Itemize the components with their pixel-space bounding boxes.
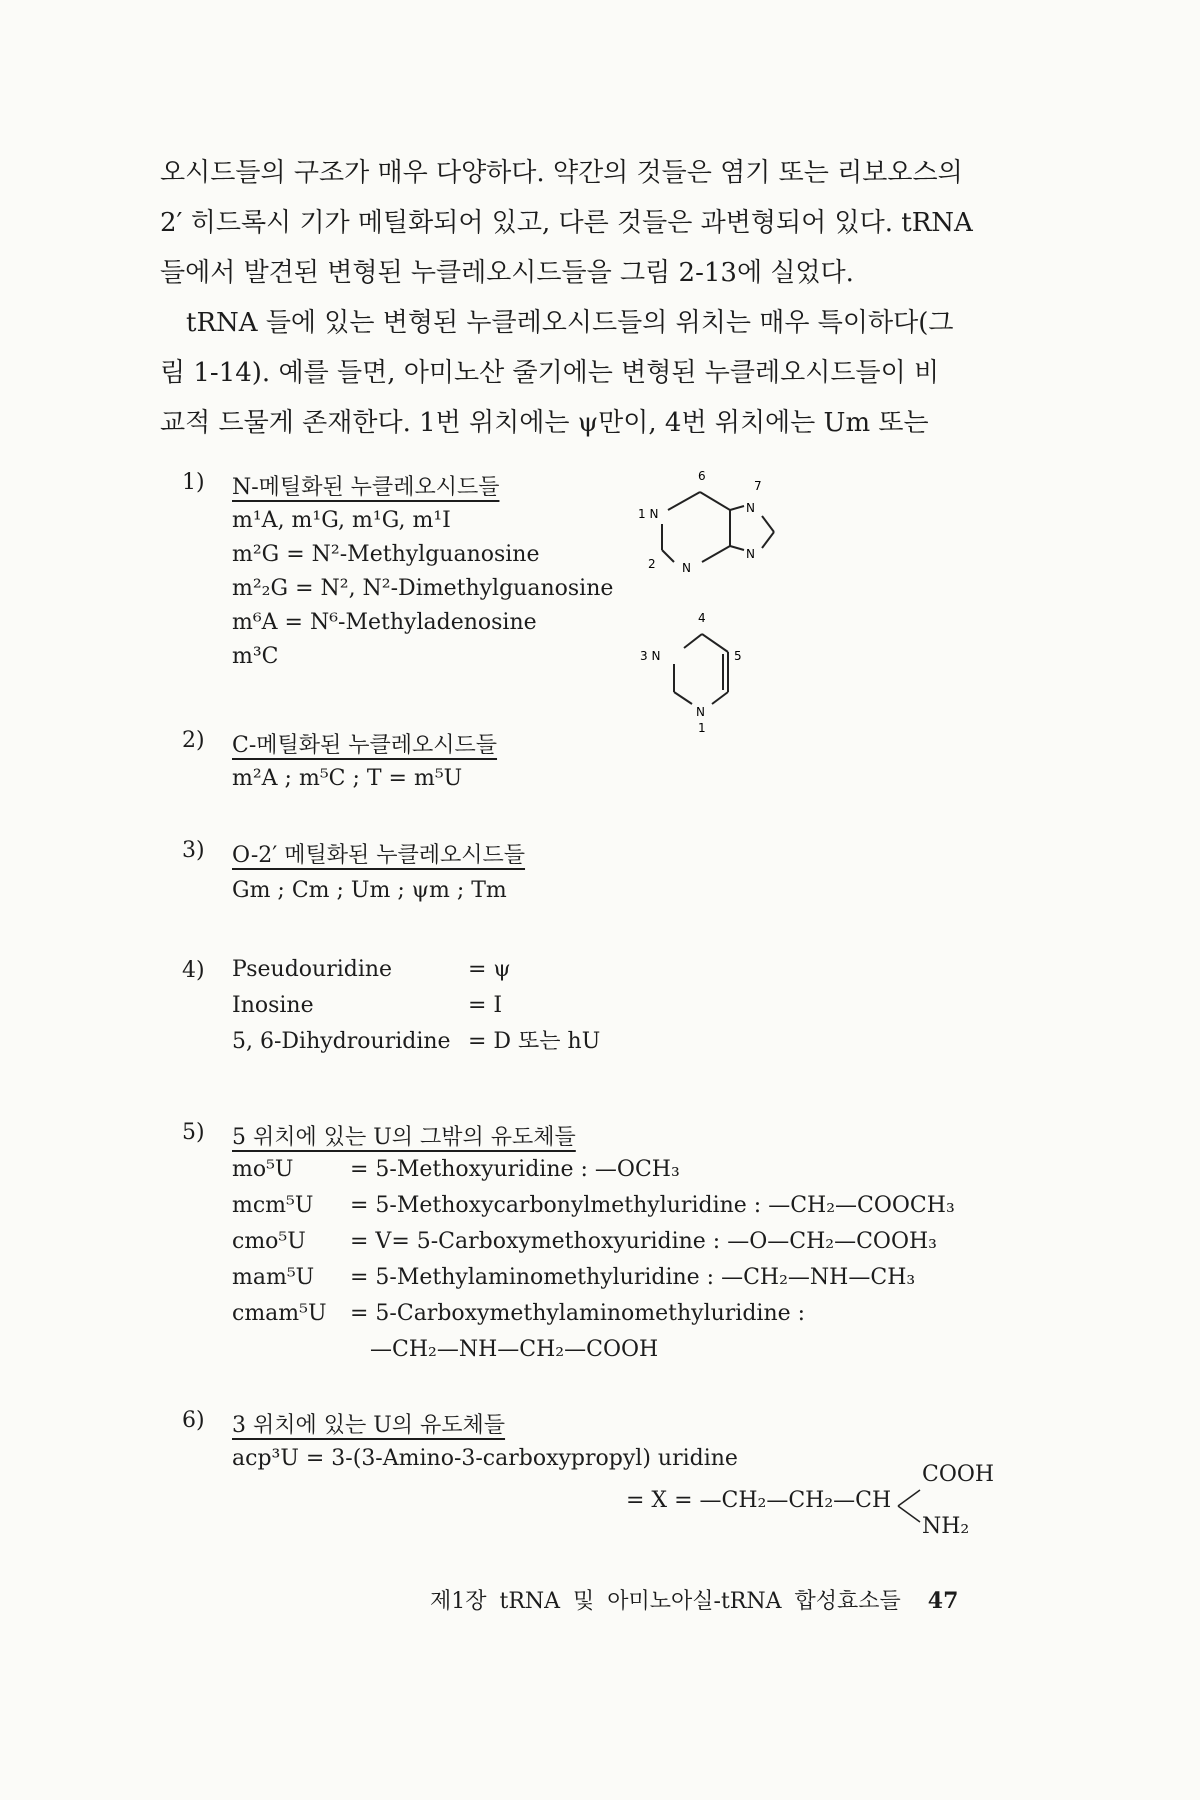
nucleoside-symbol: = D 또는 hU	[468, 1029, 601, 1054]
atom-label: N	[696, 705, 705, 719]
atom-label: 5	[734, 649, 742, 663]
section-number: 6)	[182, 1408, 205, 1433]
paragraph-1	[160, 148, 1010, 298]
line: acp³U = 3-(3-Amino-3-carboxypropyl) uridine	[232, 1446, 738, 1471]
line: m⁶A = N⁶-Methyladenosine	[232, 610, 537, 635]
text-line: 들에서 발견된 변형된 누클레오시드들을 그림 2-13에 실었다.	[160, 258, 854, 288]
text-line: 교적 드물게 존재한다. 1번 위치에는 ψ만이, 4번 위치에는 Um 또는	[160, 408, 929, 438]
line: m³C	[232, 644, 279, 669]
section-lines	[232, 762, 462, 796]
atom-label: N	[746, 501, 755, 515]
section-number: 1)	[182, 470, 205, 495]
text-line: 2′ 히드록시 기가 메틸화되어 있고, 다른 것들은 과변형되어 있다. tRNA	[160, 208, 973, 238]
derivative-definition: = 5-Carboxymethylaminomethyluridine :	[350, 1301, 806, 1326]
section-heading: 5 위치에 있는 U의 그밖의 유도체들	[232, 1125, 576, 1150]
section-heading: N-메틸화된 누클레오시드들	[232, 475, 500, 500]
derivative-definition: = V= 5-Carboxymethoxyuridine : —O—CH₂—COOH₃	[350, 1229, 937, 1254]
page-footer	[430, 1584, 958, 1615]
line: m²G = N²-Methylguanosine	[232, 542, 540, 567]
formula-main: = X = —CH₂—CH₂—CH	[626, 1488, 892, 1513]
text-line: 오시드들의 구조가 매우 다양하다. 약간의 것들은 염기 또는 리보오스의	[160, 158, 963, 188]
section-heading: 3 위치에 있는 U의 유도체들	[232, 1413, 506, 1438]
section-number: 5)	[182, 1120, 205, 1145]
derivative-definition: —CH₂—NH—CH₂—COOH	[370, 1337, 659, 1362]
page-number: 47	[927, 1588, 959, 1614]
nucleoside-symbol: = I	[468, 993, 503, 1018]
section-heading: O-2′ 메틸화된 누클레오시드들	[232, 843, 526, 868]
section-number: 3)	[182, 838, 205, 863]
derivative-abbr	[232, 1332, 336, 1368]
atom-label: 1 N	[638, 507, 659, 521]
atom-label: 7	[754, 479, 762, 493]
section-heading: C-메틸화된 누클레오시드들	[232, 733, 498, 758]
derivative-abbr: mo⁵U	[232, 1157, 294, 1182]
derivative-definition: = 5-Methylaminomethyluridine : —CH₂—NH—CH₃	[350, 1265, 916, 1290]
nucleoside-name: 5, 6-Dihydrouridine	[232, 1029, 451, 1054]
paragraph-2	[160, 298, 1010, 448]
derivative-definition: = 5-Methoxycarbonylmethyluridine : —CH₂—COOCH₃	[350, 1193, 955, 1218]
pyrimidine-structure-diagram	[628, 604, 768, 734]
section-lines	[232, 874, 507, 908]
atom-label: 3 N	[640, 649, 661, 663]
line: m²A ; m⁵C ; T = m⁵U	[232, 766, 463, 791]
text-line: tRNA 들에 있는 변형된 누클레오시드들의 위치는 매우 특이하다(그	[186, 308, 954, 338]
line: m²₂G = N², N²-Dimethylguanosine	[232, 576, 614, 601]
purine-structure-diagram	[628, 462, 798, 592]
running-title: 제1장 tRNA 및 아미노아실-tRNA 합성효소들	[430, 1589, 901, 1614]
formula-top-group: COOH	[922, 1462, 995, 1487]
formula-bottom-group: NH₂	[922, 1514, 970, 1539]
line: m¹A, m¹G, m¹G, m¹I	[232, 508, 451, 533]
line: Gm ; Cm ; Um ; ψm ; Tm	[232, 878, 507, 903]
text-line: 림 1-14). 예를 들면, 아미노산 줄기에는 변형된 누클레오시드들이 비	[160, 358, 940, 388]
derivative-abbr: cmo⁵U	[232, 1229, 306, 1254]
section-position-3-derivatives	[182, 1408, 995, 1539]
atom-label: 1	[698, 721, 706, 734]
derivative-abbr: mam⁵U	[232, 1265, 315, 1290]
section-lines	[232, 1152, 955, 1368]
derivative-abbr: mcm⁵U	[232, 1193, 314, 1218]
atom-label: N	[746, 547, 755, 561]
section-number: 2)	[182, 728, 205, 753]
derivative-abbr: cmam⁵U	[232, 1301, 327, 1326]
derivative-definition: = 5-Methoxyuridine : —OCH₃	[350, 1157, 680, 1182]
section-lines	[232, 1442, 738, 1476]
nucleoside-name: Pseudouridine	[232, 957, 393, 982]
section-lines	[232, 504, 613, 674]
nucleoside-name: Inosine	[232, 993, 314, 1018]
atom-label: 6	[698, 469, 706, 483]
atom-label: N	[682, 561, 691, 575]
section-number: 4)	[182, 958, 205, 983]
atom-label: 4	[698, 611, 706, 625]
section-lines	[232, 952, 600, 1060]
atom-label: 2	[648, 557, 656, 571]
nucleoside-symbol: = ψ	[468, 957, 511, 982]
